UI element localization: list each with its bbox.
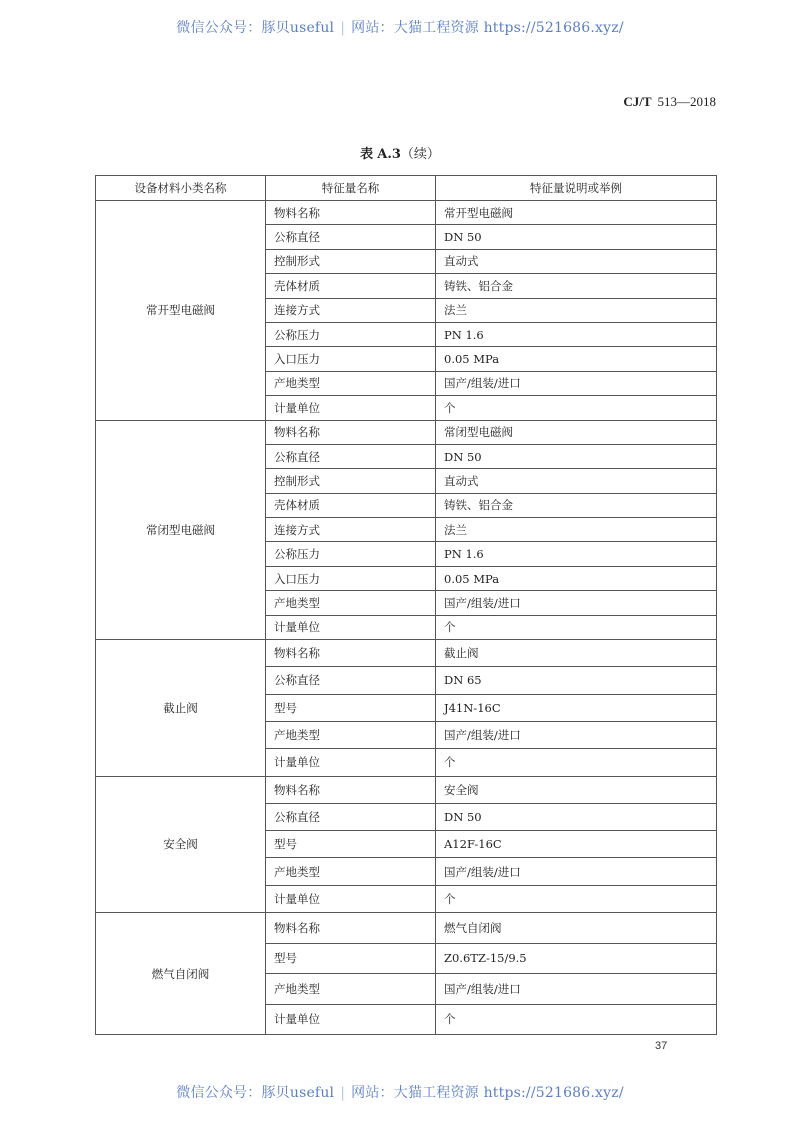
category-cell: 截止阀 xyxy=(96,640,266,776)
feature-value-cell: 国产/组装/进口 xyxy=(436,371,717,395)
column-header-feature: 特征量名称 xyxy=(266,176,436,201)
feature-value-cell: J41N-16C xyxy=(436,694,717,721)
feature-value-cell: A12F-16C xyxy=(436,831,717,858)
table-row xyxy=(96,201,717,225)
watermark-site: 网站：大猫工程资源 https://521686.xyz/ xyxy=(351,1085,624,1101)
standard-prefix: CJ/T xyxy=(623,94,652,109)
category-cell: 安全阀 xyxy=(96,776,266,912)
feature-value-cell: Z0.6TZ-15/9.5 xyxy=(436,943,717,974)
table-title-prefix: 表 xyxy=(360,147,374,162)
standard-code xyxy=(623,94,716,110)
feature-name-cell: 物料名称 xyxy=(266,913,436,944)
feature-name-cell: 型号 xyxy=(266,831,436,858)
feature-name-cell: 公称直径 xyxy=(266,667,436,694)
feature-value-cell: 国产/组装/进口 xyxy=(436,591,717,615)
watermark-top xyxy=(0,17,800,37)
feature-value-cell: DN 50 xyxy=(436,803,717,830)
feature-value-cell: 国产/组装/进口 xyxy=(436,721,717,748)
watermark-separator: | xyxy=(340,1085,346,1101)
feature-value-cell: 直动式 xyxy=(436,469,717,493)
feature-name-cell: 连接方式 xyxy=(266,298,436,322)
feature-value-cell: 法兰 xyxy=(436,298,717,322)
feature-name-cell: 控制形式 xyxy=(266,249,436,273)
table-header-row xyxy=(96,176,717,201)
table-row xyxy=(96,776,717,803)
table-title xyxy=(0,143,800,162)
feature-value-cell: 个 xyxy=(436,885,717,912)
table-title-suffix: （续） xyxy=(400,147,440,162)
feature-name-cell: 公称直径 xyxy=(266,225,436,249)
feature-name-cell: 入口压力 xyxy=(266,347,436,371)
feature-name-cell: 型号 xyxy=(266,943,436,974)
feature-value-cell: PN 1.6 xyxy=(436,322,717,346)
watermark-separator: | xyxy=(340,20,346,36)
feature-value-cell: 燃气自闭阀 xyxy=(436,913,717,944)
feature-value-cell: PN 1.6 xyxy=(436,542,717,566)
feature-name-cell: 产地类型 xyxy=(266,974,436,1005)
feature-name-cell: 计量单位 xyxy=(266,1004,436,1035)
feature-value-cell: 常闭型电磁阀 xyxy=(436,420,717,444)
feature-value-cell: 法兰 xyxy=(436,518,717,542)
feature-value-cell: 个 xyxy=(436,396,717,420)
watermark-wechat: 微信公众号：豚贝useful xyxy=(176,1085,335,1101)
feature-value-cell: 铸铁、铝合金 xyxy=(436,493,717,517)
feature-value-cell: 截止阀 xyxy=(436,640,717,667)
feature-value-cell: 国产/组装/进口 xyxy=(436,858,717,885)
feature-name-cell: 壳体材质 xyxy=(266,493,436,517)
feature-value-cell: DN 65 xyxy=(436,667,717,694)
table-title-number: A.3 xyxy=(377,147,401,162)
feature-name-cell: 产地类型 xyxy=(266,371,436,395)
feature-name-cell: 公称直径 xyxy=(266,444,436,468)
feature-value-cell: 安全阀 xyxy=(436,776,717,803)
feature-value-cell: 铸铁、铝合金 xyxy=(436,274,717,298)
table-row xyxy=(96,913,717,944)
category-cell: 燃气自闭阀 xyxy=(96,913,266,1035)
feature-name-cell: 物料名称 xyxy=(266,420,436,444)
feature-name-cell: 计量单位 xyxy=(266,396,436,420)
feature-name-cell: 产地类型 xyxy=(266,858,436,885)
category-cell: 常开型电磁阀 xyxy=(96,201,266,421)
feature-value-cell: 个 xyxy=(436,1004,717,1035)
category-cell: 常闭型电磁阀 xyxy=(96,420,266,640)
feature-name-cell: 入口压力 xyxy=(266,566,436,590)
feature-name-cell: 计量单位 xyxy=(266,885,436,912)
feature-name-cell: 产地类型 xyxy=(266,721,436,748)
column-header-description: 特征量说明或举例 xyxy=(436,176,717,201)
feature-name-cell: 壳体材质 xyxy=(266,274,436,298)
watermark-bottom xyxy=(0,1082,800,1102)
feature-name-cell: 型号 xyxy=(266,694,436,721)
feature-value-cell: 0.05 MPa xyxy=(436,347,717,371)
feature-value-cell: 常开型电磁阀 xyxy=(436,201,717,225)
watermark-wechat: 微信公众号：豚贝useful xyxy=(176,20,335,36)
feature-value-cell: DN 50 xyxy=(436,225,717,249)
feature-name-cell: 计量单位 xyxy=(266,749,436,776)
feature-value-cell: 0.05 MPa xyxy=(436,566,717,590)
feature-value-cell: DN 50 xyxy=(436,444,717,468)
feature-name-cell: 控制形式 xyxy=(266,469,436,493)
feature-name-cell: 连接方式 xyxy=(266,518,436,542)
feature-value-cell: 国产/组装/进口 xyxy=(436,974,717,1005)
feature-name-cell: 公称直径 xyxy=(266,803,436,830)
feature-value-cell: 直动式 xyxy=(436,249,717,273)
feature-name-cell: 产地类型 xyxy=(266,591,436,615)
feature-value-cell: 个 xyxy=(436,749,717,776)
feature-name-cell: 计量单位 xyxy=(266,615,436,639)
feature-name-cell: 物料名称 xyxy=(266,201,436,225)
table-body xyxy=(96,201,717,1035)
feature-name-cell: 物料名称 xyxy=(266,776,436,803)
column-header-category: 设备材料小类名称 xyxy=(96,176,266,201)
spec-table xyxy=(95,175,717,1035)
feature-value-cell: 个 xyxy=(436,615,717,639)
watermark-site: 网站：大猫工程资源 https://521686.xyz/ xyxy=(351,20,624,36)
standard-number: 513—2018 xyxy=(657,94,716,109)
feature-name-cell: 公称压力 xyxy=(266,542,436,566)
feature-name-cell: 物料名称 xyxy=(266,640,436,667)
table-row xyxy=(96,640,717,667)
page-number: 37 xyxy=(655,1040,668,1052)
table-row xyxy=(96,420,717,444)
feature-name-cell: 公称压力 xyxy=(266,322,436,346)
